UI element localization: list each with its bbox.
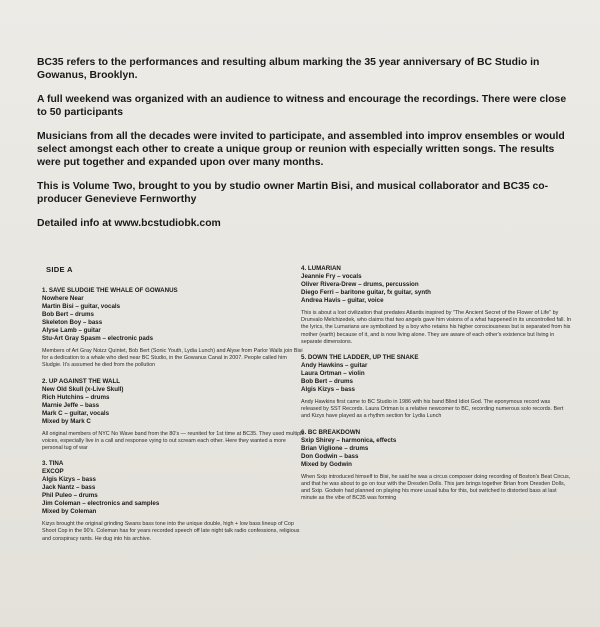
credit-line: EXCOP <box>42 468 64 476</box>
track-title: 5. DOWN THE LADDER, UP THE SNAKE <box>301 354 419 362</box>
credit-line: Martin Bisi – guitar, vocals <box>42 303 121 310</box>
track-title: 6. BC BREAKDOWN <box>301 428 361 436</box>
track-entry <box>42 378 307 453</box>
track-description: Members of Art Gray Noizz Quintet, Bob Bert (Sonic Youth, Lydia Lunch) and Alyse from Parlor Walls join Bisi for a dedication to a whale who died near BC Studio, in the Gowanus Canal in 2007. People called him Sludgie. It's assumed he died from the pollution <box>42 348 303 369</box>
credit-line: Laura Ortman – violin <box>301 370 365 378</box>
website-line: Detailed info at www.bcstudiobk.com <box>37 217 221 229</box>
credit-line: Andy Hawkins – guitar <box>301 362 368 370</box>
intro-paragraph: This is Volume Two, brought to you by studio owner Martin Bisi, and musical collaborator and BC35 co-producer Genevieve Fernworthy <box>37 180 549 206</box>
tracklist-left-column <box>42 265 307 551</box>
track-title: 3. TINA <box>42 460 64 468</box>
track-entry <box>301 354 571 421</box>
credit-line: Oliver Rivera-Drew – drums, percussion <box>301 281 419 288</box>
intro-paragraph: Musicians from all the decades were invited to participate, and assembled into improv ensembles or would select amongst each other to create a unique group or reunion with especially written songs. The results were put together and expanded upon over many months. <box>37 130 565 169</box>
track-title: 2. UP AGAINST THE WALL <box>42 377 121 385</box>
track-credits <box>301 362 571 394</box>
track-credits <box>42 468 307 516</box>
credit-line: Andrea Havis – guitar, voice <box>301 297 384 304</box>
track-description: Andy Hawkins first came to BC Studio in 1986 with his band Blind Idiot God. The eponymous record was released by SST Records. Laura Ortman is a relative newcomer to BC, recording numerous solo records. Bert and Kizys have played as a rhythm section for Lydia Lunch <box>301 399 564 420</box>
track-title: 1. SAVE SLUDGIE THE WHALE OF GOWANUS <box>42 287 178 294</box>
track-credits <box>301 437 571 469</box>
intro-paragraph: BC35 refers to the performances and resulting album marking the 35 year anniversary of BC Studio in Gowanus, Brooklyn. <box>37 57 540 82</box>
credit-line: Phil Puleo – drums <box>42 492 98 500</box>
credit-line: Bob Bert – drums <box>301 378 353 386</box>
intro-paragraph: A full weekend was organized with an audience to witness and encourage the recordings. There were close to 50 participants <box>37 93 567 119</box>
credit-line: Jim Coleman – electronics and samples <box>42 500 160 508</box>
credit-line: Nowhere Near <box>42 295 84 302</box>
credit-line: Skeleton Boy – bass <box>42 319 103 326</box>
track-description: Kizys brought the original grinding Swans bass tone into the unique double, high + low bass lineup of Cop Shoot Cop in the 90's. Coleman has for years recorded speech off late night talk radio confessions, religious and conspiracy rants. He dug into his archive. <box>42 521 300 542</box>
credit-line: Mixed by Godwin <box>301 460 352 468</box>
track-description: When Sxip introduced himself to Bisi, he said he was a circus composer doing recording of Boston's Beat Circus, and that he was about to go on tour with the Dresden Dolls. This jam brings together Brian from Dresden Dolls, and Sxip. Godwin had planned on playing his more usual tuba for this, but switched to distorted bass at last minute as the vibe of BC35 was forming <box>301 473 571 502</box>
credit-line: Algis Kizys – bass <box>301 386 355 394</box>
credit-line: Mixed by Coleman <box>42 508 97 516</box>
credit-line: Jack Nantz – bass <box>42 484 96 492</box>
credit-line: Jeannie Fry – vocals <box>301 273 362 280</box>
side-label: SIDE A <box>46 265 73 274</box>
credit-line: Mixed by Mark C <box>42 417 91 425</box>
credit-line: Algis Kizys – bass <box>42 476 96 484</box>
credit-line: Rich Hutchins – drums <box>42 393 110 401</box>
track-entry <box>301 265 571 346</box>
credit-line: Brian Viglione – drums <box>301 444 369 452</box>
track-credits <box>42 295 307 343</box>
credit-line: New Old Skull (x-Live Skull) <box>42 385 124 393</box>
track-credits <box>42 386 307 426</box>
credit-line: Bob Bert – drums <box>42 311 94 318</box>
track-description: All original members of NYC No Wave band from the 80's — reunited for 1st time at BC35. They used multiple voices, especially live in a call and response vying to out scream each other. Here they wanted a more personal tug of war <box>42 430 305 452</box>
credit-line: Alyse Lamb – guitar <box>42 327 101 334</box>
track-credits <box>301 273 571 305</box>
track-title: 4. LUMARIAN <box>301 265 341 272</box>
credit-line: Sxip Shirey – harmonica, effects <box>301 436 397 444</box>
track-description: This is about a lost civilization that predates Atlantis inspired by "The Ancient Secret of the Flower of Life" by Drunvalo Melchizedek, who claims that two angels gave him visions of a what happened in its uncontrolled fall. In the lyrics, the Lumarians are symbolized by a boy who retains his higher consciousness but is separated from his mother (earth) because of it, and is now living alone. They are aware of each other's existence but living in separate dimensions. <box>301 310 571 345</box>
credit-line: Marnie Jeffe – bass <box>42 401 100 409</box>
credit-line: Don Godwin – bass <box>301 452 359 460</box>
track-entry <box>42 460 307 543</box>
intro-text <box>37 56 577 240</box>
tracklist-right-column <box>301 265 571 510</box>
credit-line: Stu-Art Gray Spasm – electronic pads <box>42 335 154 342</box>
track-entry <box>301 429 571 503</box>
track-entry <box>42 287 307 370</box>
credit-line: Mark C – guitar, vocals <box>42 409 110 417</box>
credit-line: Diego Ferri – baritone guitar, fx guitar, synth <box>301 289 431 296</box>
